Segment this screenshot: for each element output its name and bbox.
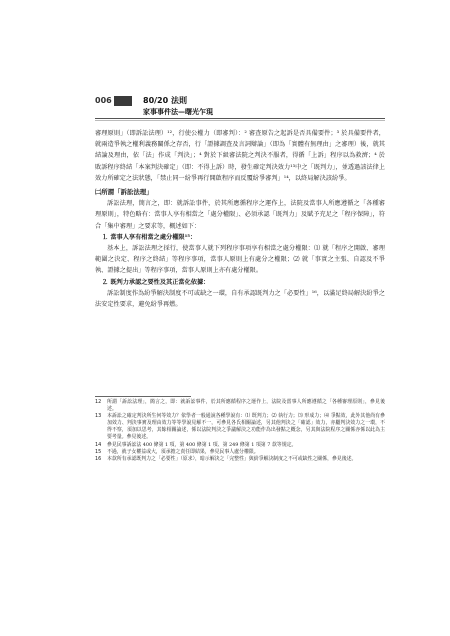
chapter-title: 家事事件法—曙光乍現 xyxy=(143,107,213,116)
paragraph: 訴訟制度作為紛爭解決制度不可或缺之一環，自有承認既判力之「必要性」¹⁶，以滿足終局解決紛爭之法安定性要求，避免紛爭再燃。 xyxy=(95,289,385,309)
section-heading: ㈡所謂「訴訟法理」 xyxy=(95,188,153,197)
footnote xyxy=(95,413,385,441)
footnote-text: 本訴訟之確定判決所生何等效力？依學者一般通說各種學說有：⑴ 既判力；⑵ 執行力；⑶ 形成力；⑷ 爭點效，此外其他尚有參加效力、判決事實及理由效力等等學說見解不一，可參見各氏相關論述，另其他判決之「確認」效力，亦屬判決效力之一環，不得不察，須加以思考，其餘相關論述，係以法院判決之爭議解決之功能作為出發點之概念，另其與法院程序之關係亦係以此為主要考量。參見後述。 xyxy=(107,413,385,441)
footnote-text: 所謂「訴訟法理」，簡言之，即：就訴訟事件，於其所應循程序之運作上，法院及當事人所應遵循之「各種審理原則」，參見後述。 xyxy=(107,399,385,413)
header-rule-thin xyxy=(95,120,385,121)
footnote-number: 15 xyxy=(95,448,102,455)
running-header xyxy=(95,96,385,122)
subsection-heading: ⒈ 當事人享有相當之處分權限¹⁵： xyxy=(102,233,197,241)
header-rule xyxy=(95,118,385,119)
main-text xyxy=(95,128,385,310)
paragraph: 基本上，訴訟法理之採行，使當事人就下列程序事項享有相當之處分權限：⑴ 就「程序之開啟、審理範圍之決定、程序之終結」等程序事項，當事人原則上有處分之權限；⑵ 就「事實之主張、自認及不爭執、證據之提出」等程序事項，當事人原則上亦有處分權限。 xyxy=(95,245,385,275)
footnote xyxy=(95,449,385,456)
footnote xyxy=(95,442,385,449)
page-number: 006 xyxy=(95,96,112,105)
footnote-rule xyxy=(95,396,191,397)
footnote xyxy=(95,456,385,463)
footnotes xyxy=(95,399,385,463)
footnote xyxy=(95,399,385,413)
footnote-number: 16 xyxy=(95,455,102,462)
paragraph: 訴訟法理，簡言之，即：就訴訟事件，於其所應循程序之運作上，法院及當事人所應遵循之「各種審理原則」，特色略有：當事人享有相當之「處分權限」、必須承認「既判力」及賦予充足之「程序保障」，符合「集中審理」之要求等，概述如下： xyxy=(95,200,385,230)
subsection-heading: ⒉ 既判力承認之要性及其正當化依據： xyxy=(102,278,210,286)
series-title: 80/20 法則 xyxy=(143,96,187,105)
footnote-text: 參見民事訴訟法 400 條第 1 項，第 400 條第 1 項、第 249 條第 1 項第 7 款等規定。 xyxy=(107,441,297,448)
footnote-number: 13 xyxy=(95,413,102,420)
paragraph: 審理原則」（即訴訟法理）¹²，行使公權力（即審判）：² 審查原告之起訴是否具備要件；³ 於具備要件者，就兩造爭執之權利義務關係之存否，行「證據調查及言詞辯論」（即為「實體有無理由」之審理）後，就其結論及理由，依「法」作成「判決」；⁴ 對於下級審法院之判決不服者，得循「上訴」程序以為救濟；⁴ 於敗訴程序終結「本案判決確定」（即：不得上訴）時，發生確定判決效力¹³中之「既判力」，並透過該法律上效力所確定之法狀態，「禁止同一紛爭再行開啟程序而反覆紛爭審判」¹⁴，以終局解決該紛爭。 xyxy=(95,130,385,182)
footnote-number: 12 xyxy=(95,399,102,405)
footnote-text: 不過，就子女權益或大，須承擔之責任即結果，參見民事人處分權限。 xyxy=(107,448,259,455)
footnote-text: 本款所有承認既判力之「必要性」（原求），暗示解決之「完整性」與紛爭解決制度之不可或缺性之關係，參見後述。 xyxy=(107,455,357,462)
footnote-number: 14 xyxy=(95,441,102,448)
header-bar xyxy=(114,96,132,106)
